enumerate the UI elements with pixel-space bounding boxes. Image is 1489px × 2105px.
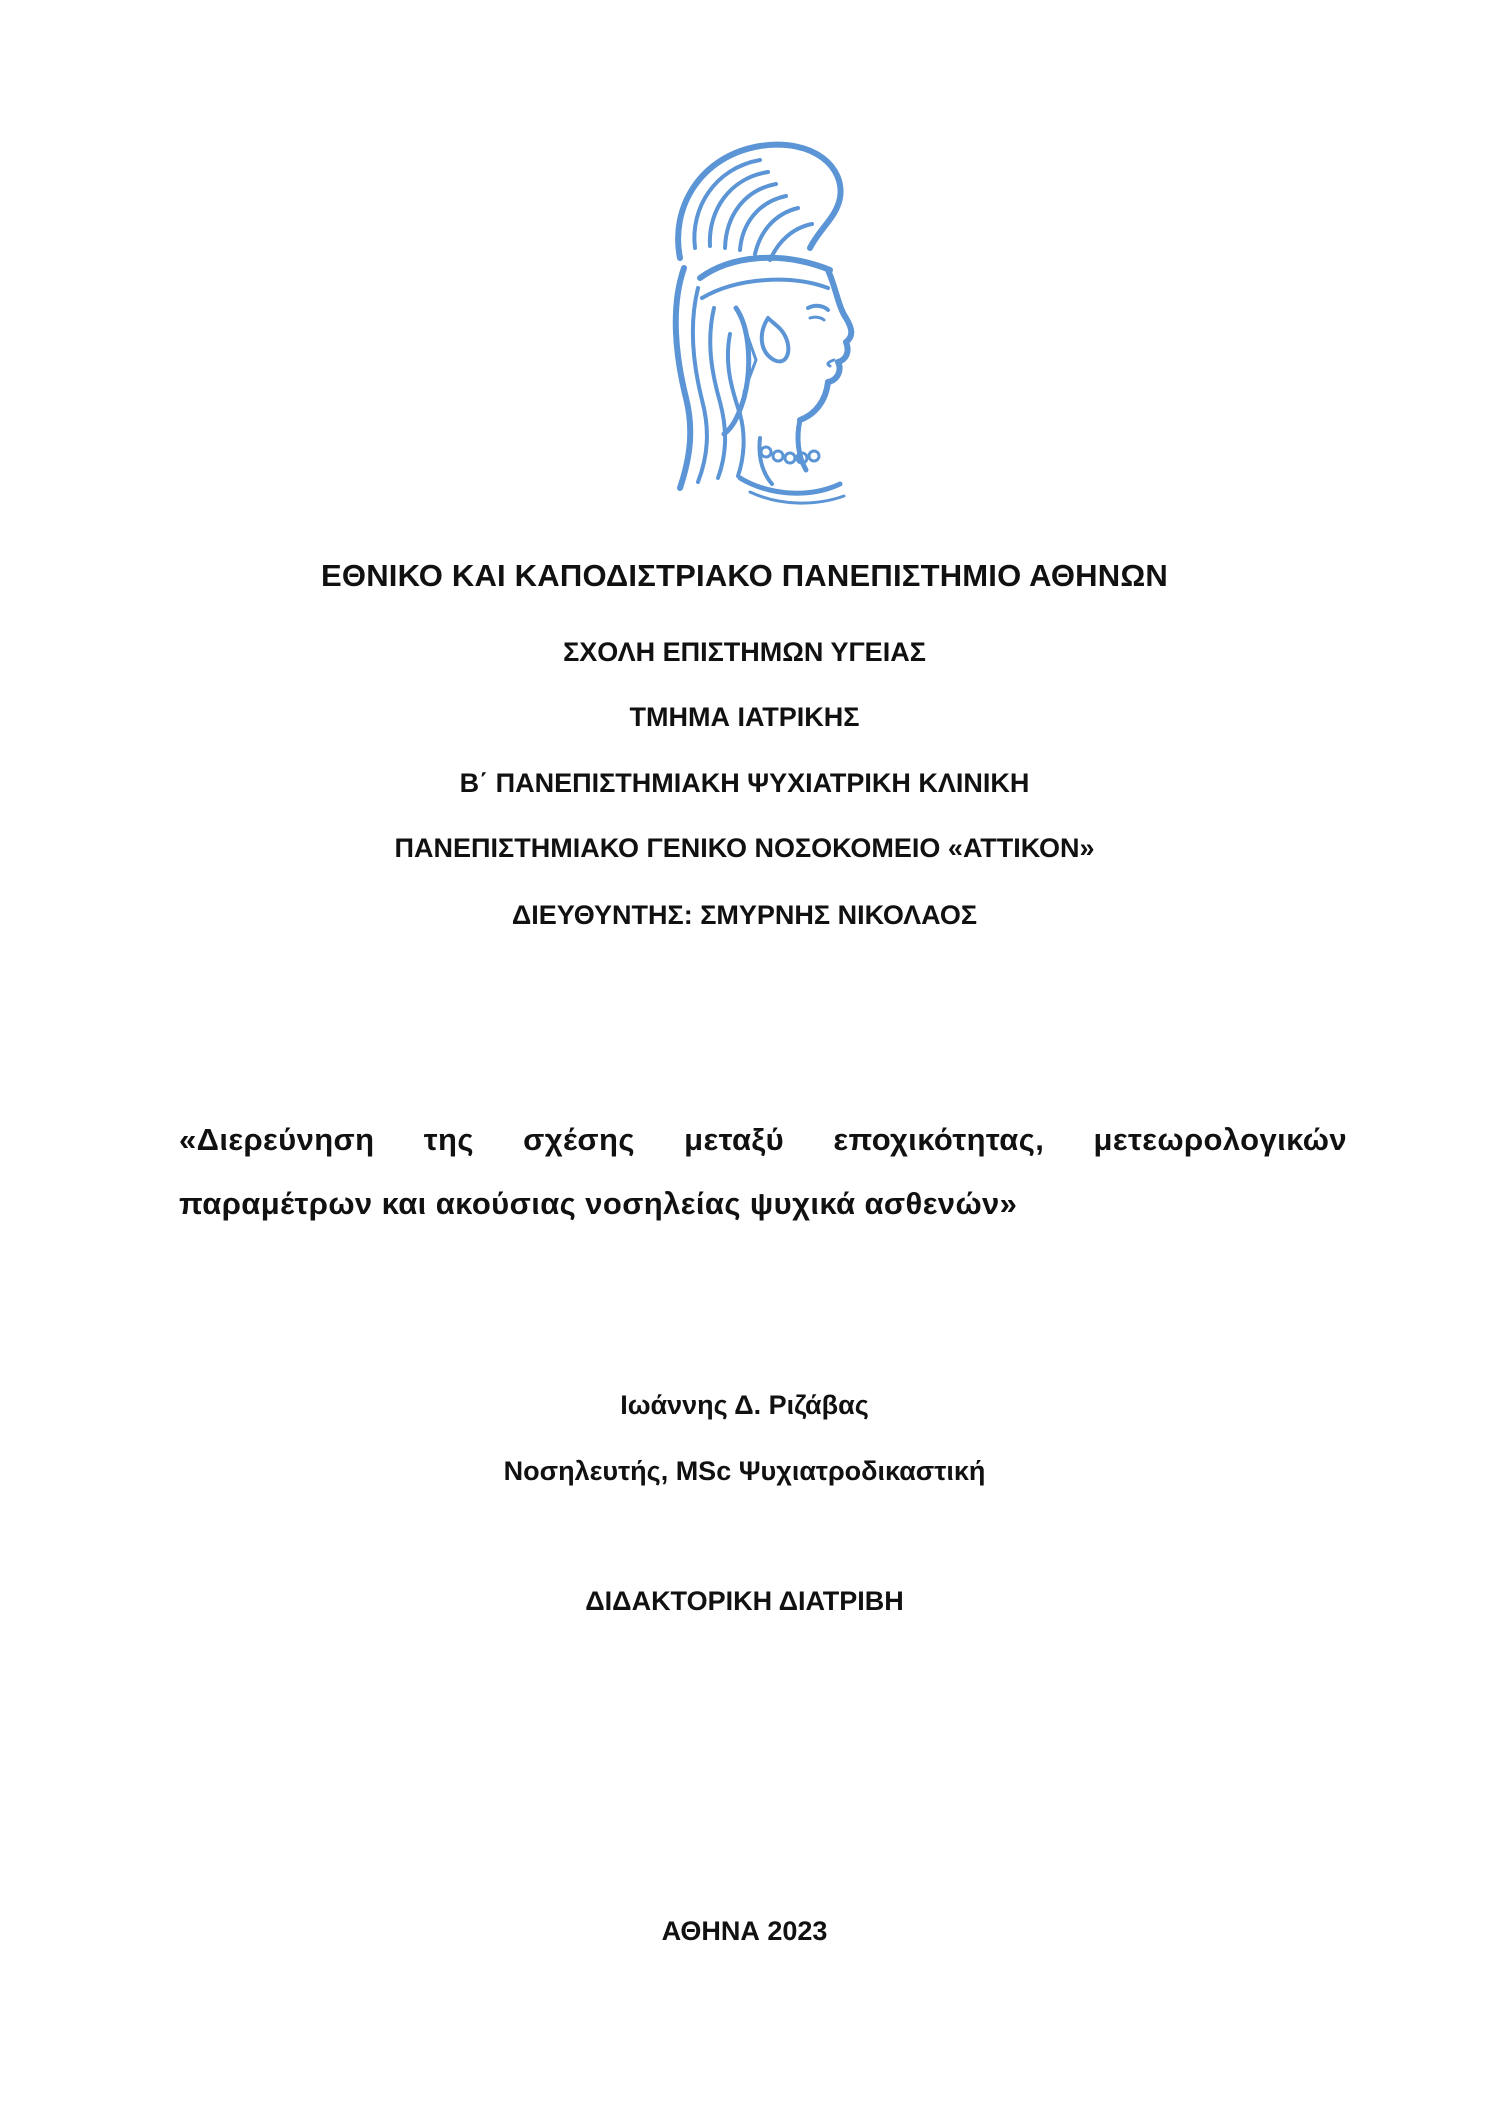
place-year: ΑΘΗΝΑ 2023 <box>661 1916 828 1946</box>
director-line: ΔΙΕΥΘΥΝΤΗΣ: ΣΜΥΡΝΗΣ ΝΙΚΟΛΑΟΣ <box>511 900 978 930</box>
document-type: ΔΙΔΑΚΤΟΡΙΚΗ ΔΙΑΤΡΙΒΗ <box>585 1586 904 1616</box>
athena-head-emblem-icon <box>640 138 880 510</box>
clinic-name: Β΄ ΠΑΝΕΠΙΣΤΗΜΙΑΚΗ ΨΥΧΙΑΤΡΙΚΗ ΚΛΙΝΙΚΗ <box>459 768 1030 798</box>
department-name: ΤΜΗΜΑ ΙΑΤΡΙΚΗΣ <box>629 702 860 732</box>
university-name: ΕΘΝΙΚΟ ΚΑΙ ΚΑΠΟΔΙΣΤΡΙΑΚΟ ΠΑΝΕΠΙΣΤΗΜΙΟ ΑΘΗΝΩΝ <box>321 558 1168 593</box>
author-name: Ιωάννης Δ. Ριζάβας <box>620 1390 869 1420</box>
thesis-title-line-1: «Διερεύνηση της σχέσης μεταξύ εποχικότητας, μετεωρολογικών <box>179 1122 1347 1157</box>
author-role: Νοσηλευτής, MSc Ψυχιατροδικαστική <box>503 1456 986 1486</box>
hospital-name: ΠΑΝΕΠΙΣΤΗΜΙΑΚΟ ΓΕΝΙΚΟ ΝΟΣΟΚΟΜΕΙΟ «ΑΤΤΙΚΟΝ» <box>394 833 1095 863</box>
thesis-title <box>179 1108 1347 1236</box>
thesis-title-line-2: παραμέτρων και ακούσιας νοσηλείας ψυχικά ασθενών» <box>179 1186 1018 1221</box>
school-name: ΣΧΟΛΗ ΕΠΙΣΤΗΜΩΝ ΥΓΕΙΑΣ <box>563 637 926 667</box>
